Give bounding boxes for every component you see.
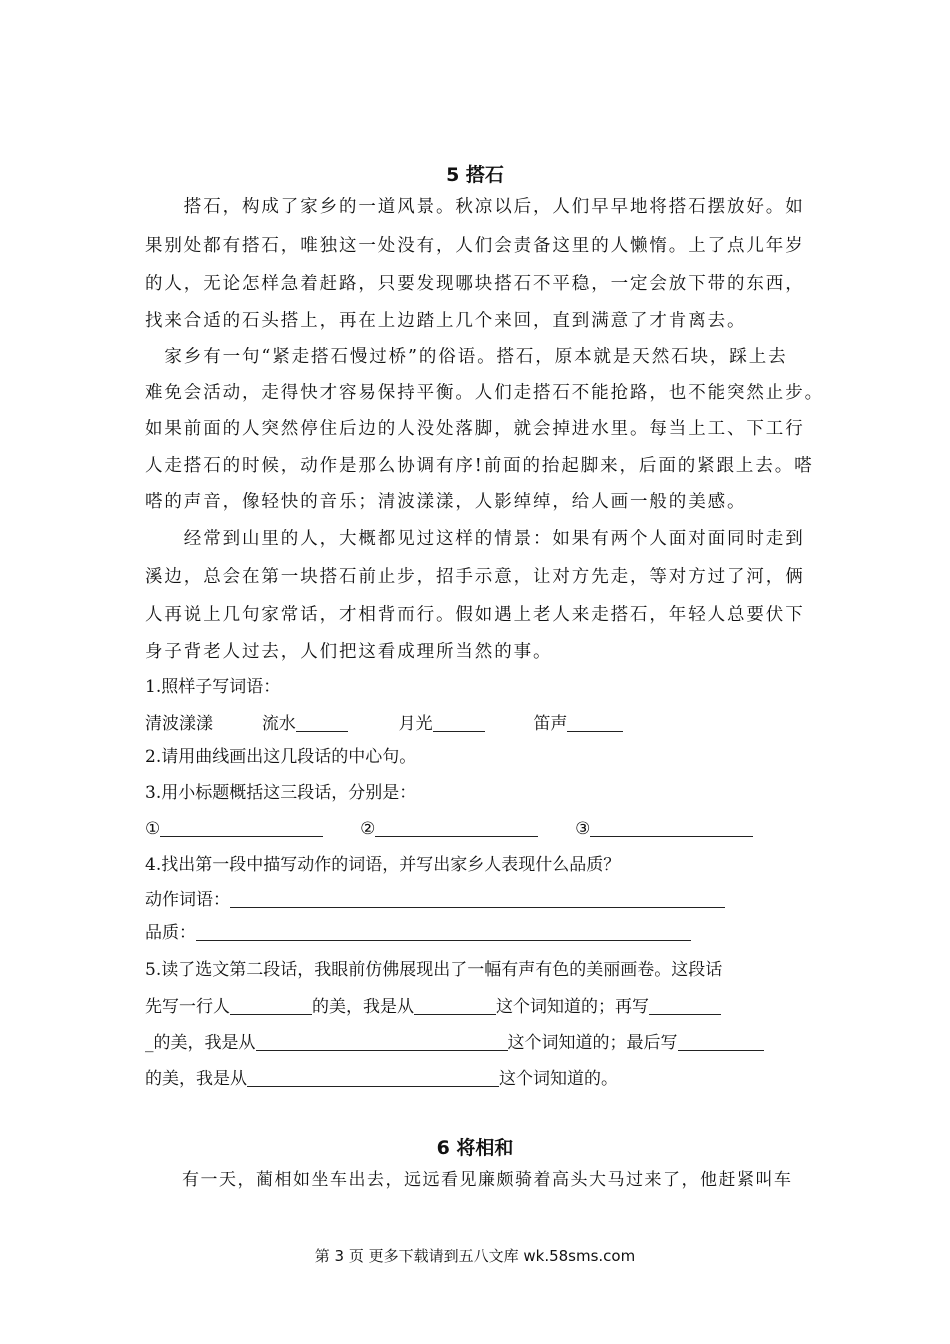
paragraph-3-line-1: 经常到山里的人，大概都见过这样的情景：如果有两个人面对面同时走到 xyxy=(145,529,805,549)
page-footer: 第 3 页 更多下载请到五八文库 wk.58sms.com xyxy=(314,1247,636,1265)
paragraph-3-line-3: 人再说上几句家常话，才相背而行。假如遇上老人来走搭石，年轻人总要伏下 xyxy=(145,605,805,625)
blank-liushui[interactable] xyxy=(296,715,348,732)
question-5-line-3 xyxy=(145,1031,764,1055)
question-5-line-1: 5.读了选文第二段话，我眼前仿佛展现出了一幅有声有色的美丽画卷。这段话 xyxy=(145,960,723,980)
question-5-line-4 xyxy=(145,1067,618,1091)
mark-1: ① xyxy=(145,819,161,839)
paragraph-1-line-3: 的人，无论怎样急着赶路，只要发现哪块搭石不平稳，一定会放下带的东西， xyxy=(145,274,805,294)
question-4-action xyxy=(145,888,725,912)
blank-title-2[interactable] xyxy=(375,820,538,837)
section-6-title: 6 将相和 xyxy=(436,1137,514,1159)
question-1-answers xyxy=(145,712,623,736)
q5-text-f: 的美，我是从 xyxy=(145,1069,247,1089)
question-3-answers xyxy=(145,817,753,841)
section-5-title: 5 搭石 xyxy=(446,164,504,186)
paragraph-2-line-3: 如果前面的人突然停住后边的人没处落脚，就会掉进水里。每当上工、下工行 xyxy=(145,419,805,439)
paragraph-2-line-1: 家乡有一句“紧走搭石慢过桥”的俗语。搭石，原本就是天然石块，踩上去 xyxy=(145,347,788,367)
blank-yueguang[interactable] xyxy=(433,715,485,732)
q5-text-a: 先写一行人 xyxy=(145,997,230,1017)
blank-title-1[interactable] xyxy=(160,820,323,837)
quality-label: 品质： xyxy=(145,923,196,943)
paragraph-2-line-5: 嗒的声音，像轻快的音乐；清波漾漾，人影绰绰，给人画一般的美感。 xyxy=(145,492,747,512)
question-4: 4.找出第一段中描写动作的词语，并写出家乡人表现什么品质？ xyxy=(145,855,621,875)
paragraph-2-line-2: 难免会活动，走得快才容易保持平衡。人们走搭石不能抢路，也不能突然止步。 xyxy=(145,383,824,403)
question-5-line-2 xyxy=(145,995,721,1019)
word-liushui: 流水 xyxy=(261,714,296,734)
blank-dishen[interactable] xyxy=(567,715,623,732)
question-3: 3.用小标题概括这三段话，分别是： xyxy=(145,783,417,803)
q5-text-g: 这个词知道的。 xyxy=(499,1069,618,1089)
paragraph-1-line-2: 果别处都有搭石，唯独这一处没有，人们会责备这里的人懒惰。上了点儿年岁 xyxy=(145,236,805,256)
blank-action-words[interactable] xyxy=(230,891,725,908)
q5-text-b: 的美，我是从 xyxy=(312,997,414,1017)
word-dishen: 笛声 xyxy=(533,714,568,734)
example-word: 清波漾漾 xyxy=(145,714,213,734)
paragraph-1-line-4: 找来合适的石头搭上，再在上边踏上几个来回，直到满意了才肯离去。 xyxy=(145,311,747,331)
mark-2: ② xyxy=(360,819,376,839)
word-yueguang: 月光 xyxy=(398,714,433,734)
q5-text-d: _的美，我是从 xyxy=(145,1033,256,1053)
action-label: 动作词语： xyxy=(145,890,230,910)
section-6-first-line: 有一天，蔺相如坐车出去，远远看见廉颇骑着高头大马过来了，他赶紧叫车 xyxy=(145,1170,793,1190)
blank-q5-3[interactable] xyxy=(649,998,721,1015)
blank-title-3[interactable] xyxy=(590,820,753,837)
blank-quality[interactable] xyxy=(196,924,691,941)
question-1: 1.照样子写词语： xyxy=(145,677,281,697)
blank-q5-6[interactable] xyxy=(247,1070,499,1087)
blank-q5-1[interactable] xyxy=(230,998,312,1015)
q5-text-e: 这个词知道的；最后写 xyxy=(507,1033,678,1053)
paragraph-3-line-2: 溪边，总会在第一块搭石前止步，招手示意，让对方先走，等对方过了河，俩 xyxy=(145,567,805,587)
question-2: 2.请用曲线画出这几段话的中心句。 xyxy=(145,747,417,767)
paragraph-3-line-4: 身子背老人过去，人们把这看成理所当然的事。 xyxy=(145,642,553,662)
blank-q5-4[interactable] xyxy=(256,1034,508,1051)
paragraph-1-line-1: 搭石，构成了家乡的一道风景。秋凉以后，人们早早地将搭石摆放好。如 xyxy=(145,197,805,217)
paragraph-2-line-4: 人走搭石的时候，动作是那么协调有序!前面的抬起脚来，后面的紧跟上去。嗒 xyxy=(145,456,814,476)
question-4-quality xyxy=(145,921,691,945)
mark-3: ③ xyxy=(575,819,591,839)
q5-text-c: 这个词知道的；再写 xyxy=(496,997,649,1017)
blank-q5-2[interactable] xyxy=(414,998,496,1015)
blank-q5-5[interactable] xyxy=(678,1034,764,1051)
